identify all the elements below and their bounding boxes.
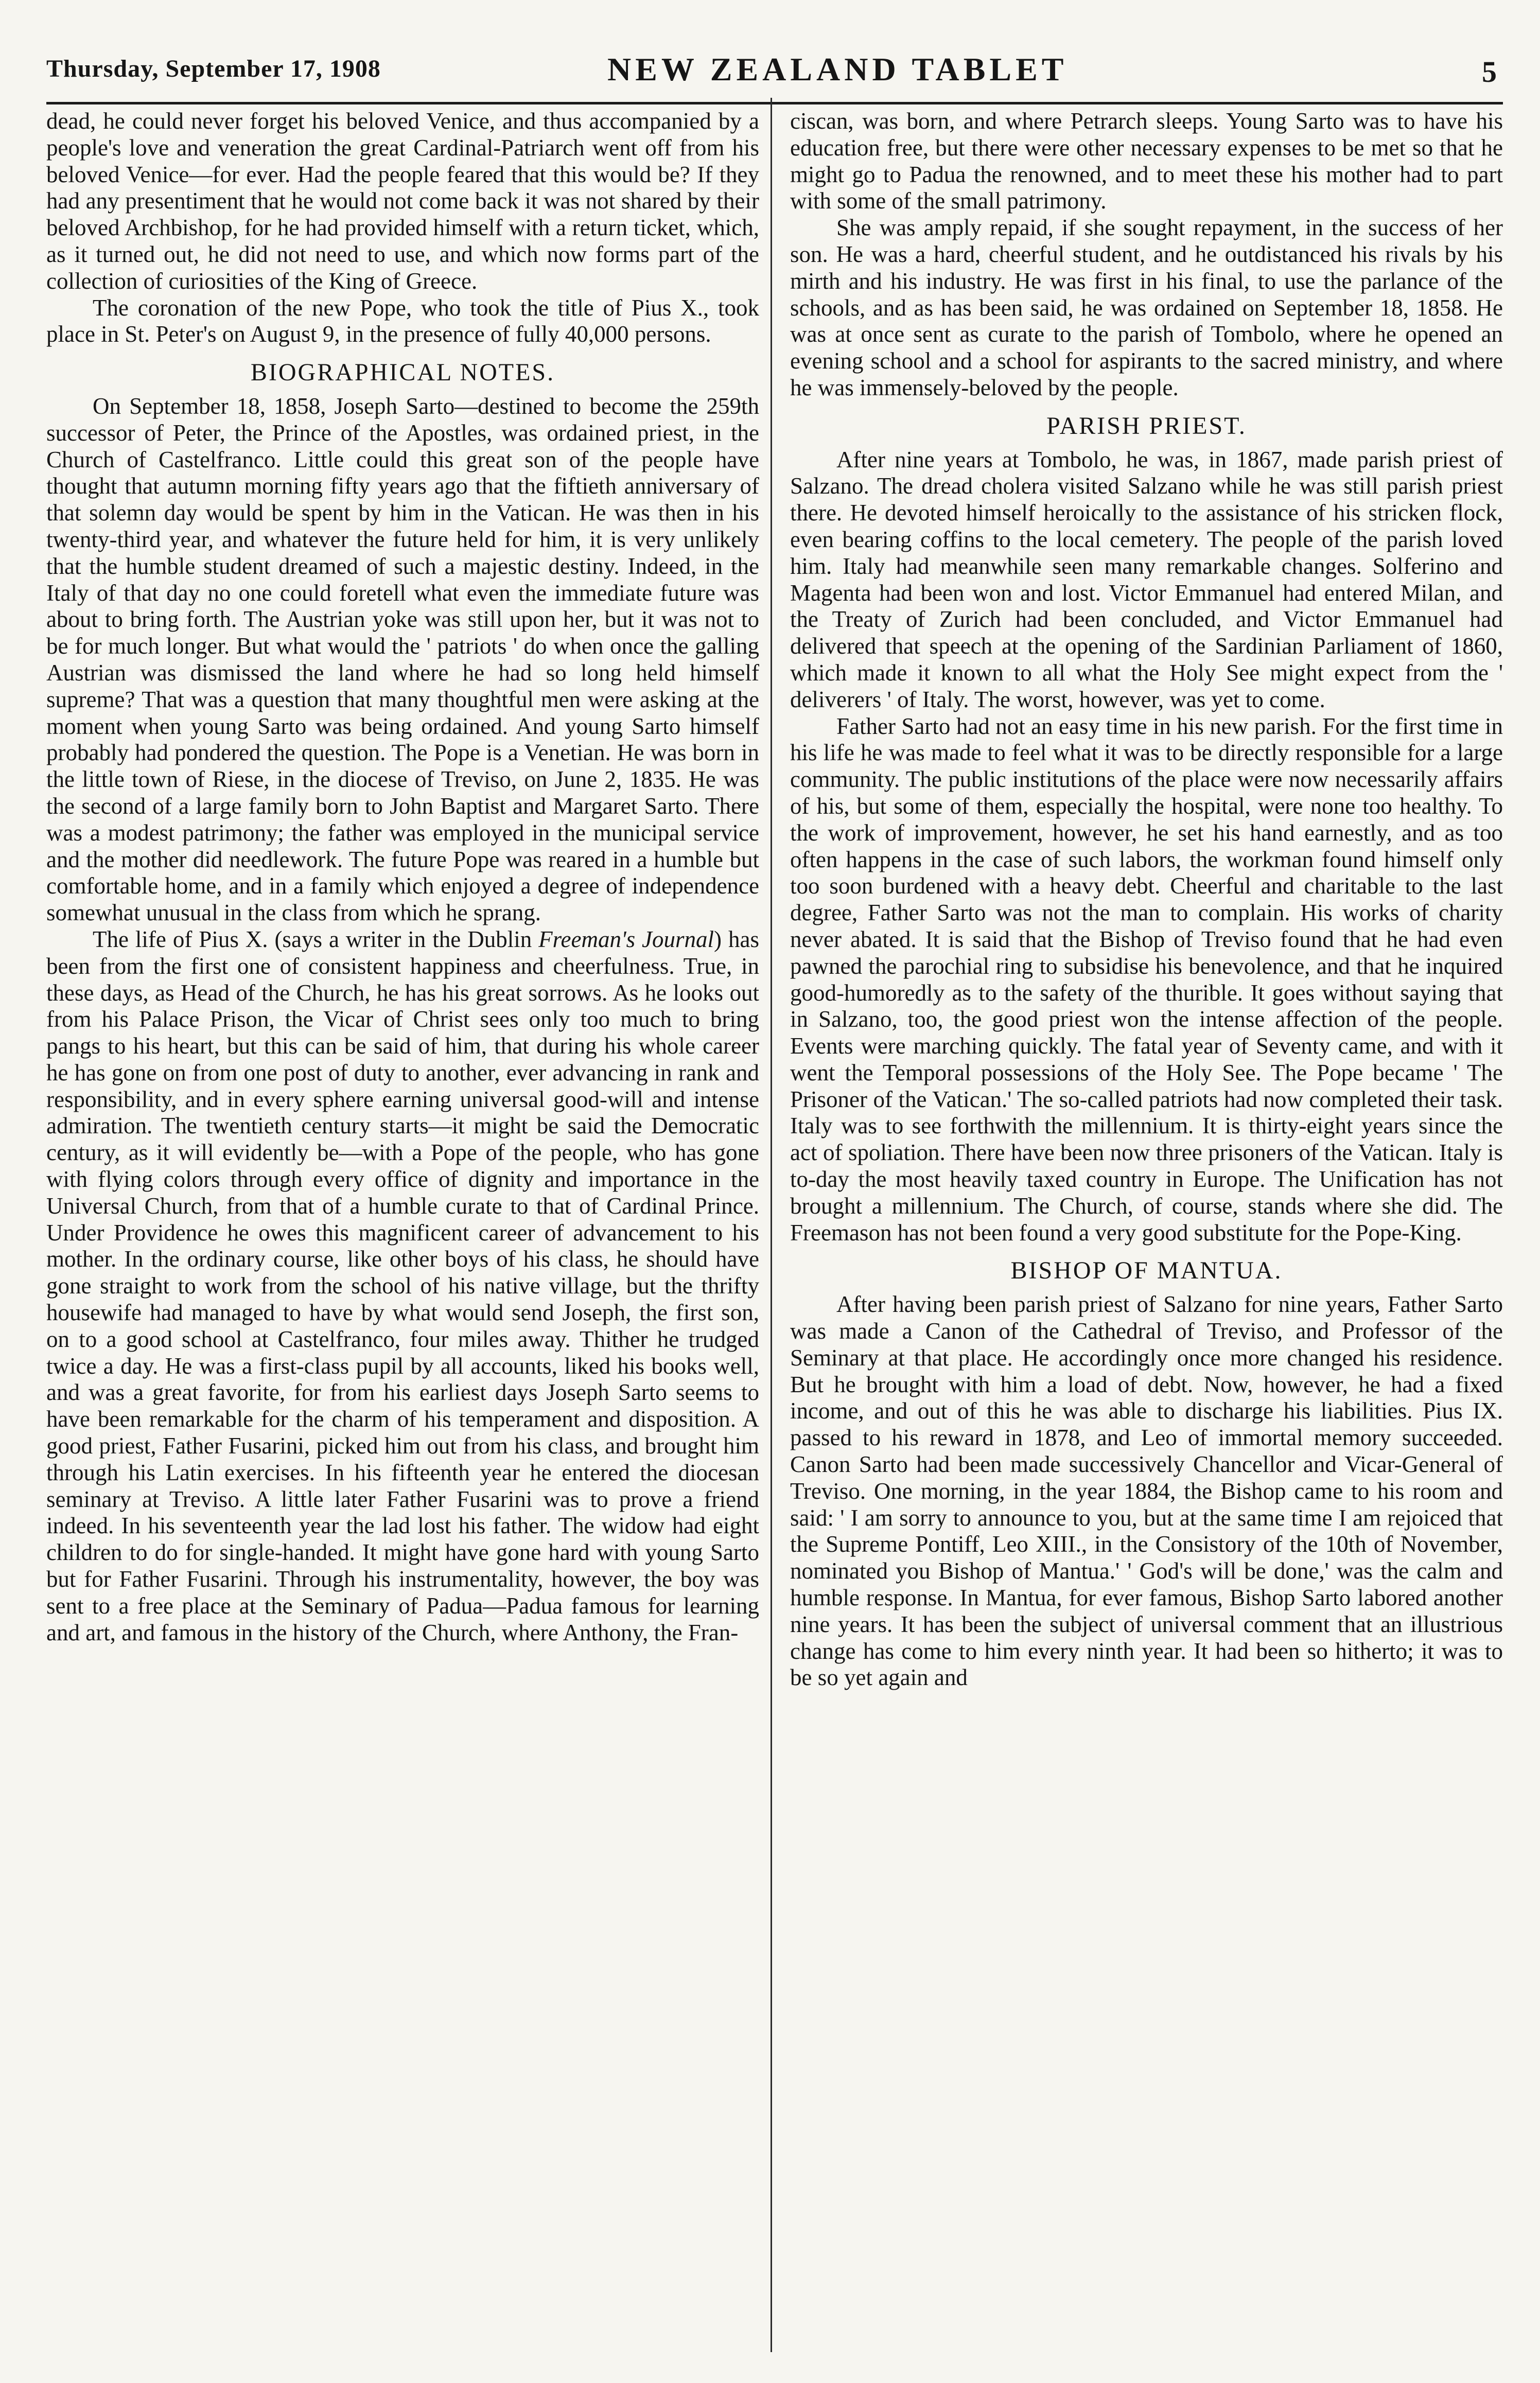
article-paragraph: dead, he could never forget his beloved Venice, and thus accompanied by a people's love and veneration the great Cardinal-Patriarch went off from his beloved Venice—for ever. Had the people feared that this would be? If they had any presentiment that he would not come back it was not shared by their beloved Archbishop, for he had provided himself with a return ticket, which, as it turned out, he did not need to use, and which now forms part of the collection of curiosities of the King of Greece. xyxy=(46,108,759,294)
article-paragraph: Father Sarto had not an easy time in his new parish. For the first time in his life he was made to feel what it was to be directly responsible for a large community. The public institutions of the place were now necessarily affairs of his, but some of them, especially the hospital, were none too healthy. To the work of improvement, however, he set his hand earnestly, and as too often happens in the case of such labors, the workman found himself only too soon burdened with a heavy debt. Cheerful and charitable to the last degree, Father Sarto was not the man to complain. His works of charity never abated. It is said that the Bishop of Treviso found that he had even pawned the parochial ring to subsidise his benevolence, and that he inquired good-humoredly as to the safety of the thurible. It goes without saying that in Salzano, too, the good priest won the intense affection of the people. Events were marching quickly. The fatal year of Seventy came, and with it went the Temporal possessions of the Holy See. The Pope became ' The Prisoner of the Vatican.' The so-called patriots had now completed their task. Italy was to see forthwith the millennium. It is thirty-eight years since the act of spoliation. There have been now three prisoners of the Vatican. Italy is to-day the most heavily taxed country in Europe. The Unification has not brought a millennium. The Church, of course, stands where she did. The Freemason has not been found a very good substitute for the Pope-King. xyxy=(790,713,1503,1246)
right-column xyxy=(790,108,1503,1691)
page-header xyxy=(46,45,1503,104)
column-divider xyxy=(771,98,772,2352)
article-paragraph: ciscan, was born, and where Petrarch sleeps. Young Sarto was to have his education free, but there were other necessary expenses to be met so that he might go to Padua the renowned, and to meet these his mother had to part with some of the small patrimony. xyxy=(790,108,1503,214)
article-paragraph: She was amply repaid, if she sought repayment, in the success of her son. He was a hard, cheerful student, and he outdistanced his rivals by his mirth and his industry. He was first in his final, to use the parlance of the schools, and as has been said, he was ordained on September 18, 1858. He was at once sent as curate to the parish of Tombolo, where he opened an evening school and a school for aspirants to the sacred ministry, and where he was immensely-beloved by the people. xyxy=(790,215,1503,400)
issue-date: Thursday, September 17, 1908 xyxy=(46,55,381,82)
paragraph-text: ) has been from the first one of consistent happiness and cheerfulness. True, in these days, as Head of the Church, he has his great sorrows. As he looks out from his Palace Prison, the Vicar of Christ sees only too much to bring pangs to his heart, but this can be said of him, that during his whole career he has gone on from one post of duty to another, ever advancing in rank and responsibility, and in every sphere earning universal good-will and intense admiration. The twentieth century starts—it might be said the Democratic century, as it will evidently be—with a Pope of the people, who has gone with flying colors through every office of dignity and importance in the Universal Church, from that of a humble curate to that of Cardinal Prince. Under Providence he owes this magnificent career of advancement to his mother. In the ordinary course, like other boys of his class, he should have gone straight to work from the school of his native village, but the thrifty housewife had managed to have by what would send Joseph, the first son, on to a good school at Castelfranco, four miles away. Thither he trudged twice a day. He was a first-class pupil by all accounts, liked his books well, and was a great favorite, for from his earliest days Joseph Sarto seems to have been remarkable for the charm of his temperament and disposition. A good priest, Father Fusarini, picked him out from his class, and brought him through his Latin exercises. In his fifteenth year he entered the diocesan seminary at Treviso. A little later Father Fusarini was to prove a friend indeed. In his seventeenth year the lad lost his father. The widow had eight children to do for single-handed. It might have gone hard with young Sarto but for Father Fusarini. Through his instrumentality, however, the boy was sent to a free place at the Seminary of Padua—Padua famous for learning and art, and famous in the history of the Church, where Anthony, the Fran- xyxy=(46,926,759,1645)
left-column xyxy=(46,108,759,1646)
page-number: 5 xyxy=(1482,55,1497,89)
article-paragraph xyxy=(46,926,759,1646)
article-paragraph: The coronation of the new Pope, who took the title of Pius X., took place in St. Peter's on August 9, in the presence of fully 40,000 persons. xyxy=(46,294,759,347)
article-paragraph: After having been parish priest of Salzano for nine years, Father Sarto was made a Canon of the Cathedral of Treviso, and Professor of the Seminary at that place. He accordingly once more changed his residence. But he brought with him a load of debt. Now, however, he had a fixed income, and out of this he was able to discharge his liabilities. Pius IX. passed to his reward in 1878, and Leo of immortal memory succeeded. Canon Sarto had been made successively Chancellor and Vicar-General of Treviso. One morning, in the year 1884, the Bishop came to his room and said: ' I am sorry to announce to you, but at the same time I am rejoiced that the Supreme Pontiff, Leo XIII., in the Consistory of the 10th of November, nominated you Bishop of Mantua.' ' God's will be done,' was the calm and humble response. In Mantua, for ever famous, Bishop Sarto labored another nine years. It has been the subject of universal comment that an illustrious change has come to him every ninth year. It had been so hitherto; it was to be so yet again and xyxy=(790,1291,1503,1691)
section-heading-bishop-of-mantua: BISHOP OF MANTUA. xyxy=(1010,1257,1283,1285)
publication-title: NEW ZEALAND TABLET xyxy=(607,51,1068,87)
paragraph-text: The life of Pius X. (says a writer in the Dublin xyxy=(93,926,539,952)
article-paragraph: After nine years at Tombolo, he was, in 1867, made parish priest of Salzano. The dread cholera visited Salzano while he was still parish priest there. He devoted himself heroically to the assistance of his stricken flock, even bearing coffins to the local cemetery. The people of the parish loved him. Italy had meanwhile seen many remarkable changes. Solferino and Magenta had been won and lost. Victor Emmanuel had entered Milan, and the Treaty of Zurich had been concluded, and Victor Emmanuel had delivered that speech at the opening of the Sardinian Parliament of 1860, which made it known to all what the Holy See might expect from the ' deliverers ' of Italy. The worst, however, was yet to come. xyxy=(790,446,1503,712)
publication-name: Freeman's Journal xyxy=(538,926,714,952)
article-paragraph: On September 18, 1858, Joseph Sarto—destined to become the 259th successor of Peter, the Prince of the Apostles, was ordained priest, in the Church of Castelfranco. Little could this great son of the people have thought that autumn morning fifty years ago that the fiftieth anniversary of that solemn day would be spent by him in the Vatican. He was then in his twenty-third year, and whatever the future held for him, it is very unlikely that the humble student dreamed of such a majestic destiny. Indeed, in the Italy of that day no one could foretell what even the immediate future was about to bring forth. The Austrian yoke was still upon her, but it was not to be for much longer. But what would the ' patriots ' do when once the galling Austrian was dismissed the land where he had so long held himself supreme? That was a question that many thoughtful men were asking at the moment when young Sarto was being ordained. And young Sarto himself probably had pondered the question. The Pope is a Venetian. He was born in the little town of Riese, in the diocese of Treviso, on June 2, 1835. He was the second of a large family born to John Baptist and Margaret Sarto. There was a modest patrimony; the father was employed in the municipal service and the mother did needlework. The future Pope was reared in a humble but comfortable home, and in a family which enjoyed a degree of independence somewhat unusual in the class from which he sprang. xyxy=(46,393,759,926)
section-heading-biographical-notes: BIOGRAPHICAL NOTES. xyxy=(250,359,555,387)
section-heading-parish-priest: PARISH PRIEST. xyxy=(1046,412,1247,440)
